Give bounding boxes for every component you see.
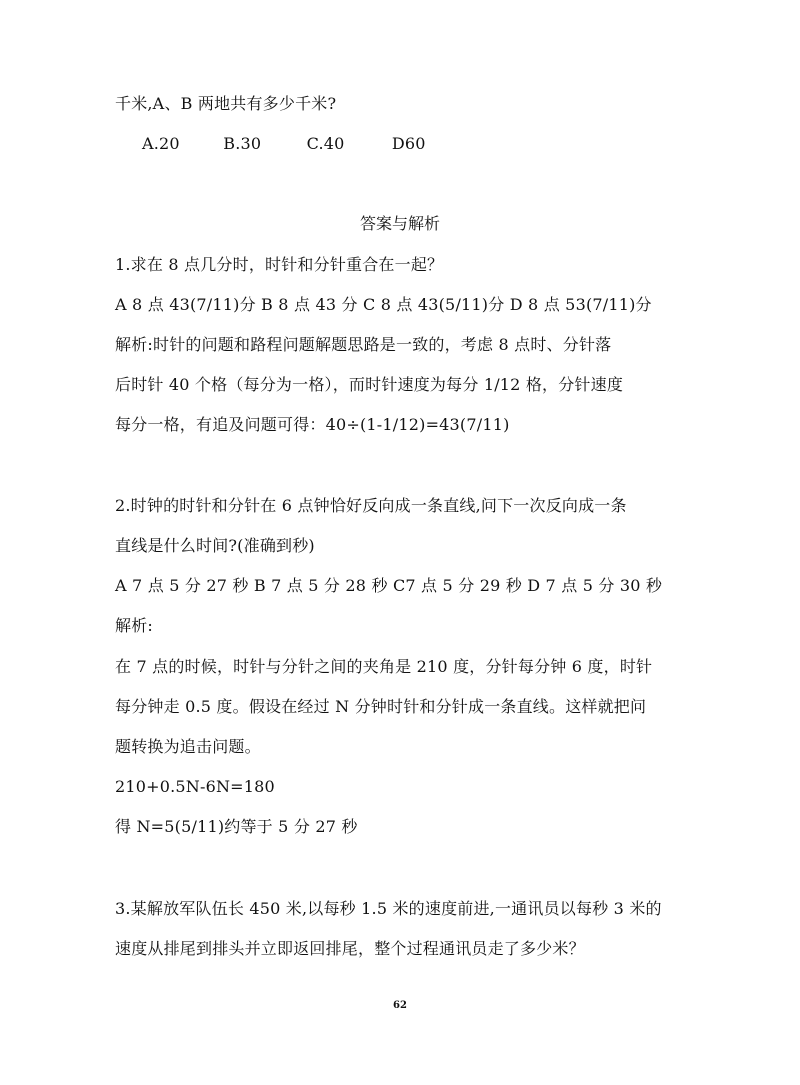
intro-question-tail: 千米,A、B 两地共有多少千米? xyxy=(115,94,337,113)
q2-question-line-1: 2.时钟的时针和分针在 6 点钟恰好反向成一条直线,问下一次反向成一条 xyxy=(115,496,627,515)
q1-analysis-line-2: 后时针 40 个格（每分为一格），而时针速度为每分 1/12 格，分针速度 xyxy=(115,375,624,394)
intro-options xyxy=(142,133,426,155)
section-title: 答案与解析 xyxy=(359,214,440,233)
option-c: C.40 xyxy=(306,134,345,153)
q2-analysis-label: 解析: xyxy=(115,616,153,635)
option-a: A.20 xyxy=(142,134,180,153)
q1-analysis-line-1: 解析:时针的问题和路程问题解题思路是一致的，考虑 8 点时、分针落 xyxy=(115,335,612,354)
q2-options: A 7 点 5 分 27 秒 B 7 点 5 分 28 秒 C7 点 5 分 29 秒 D 7 点 5 分 30 秒 xyxy=(115,576,663,595)
option-d: D60 xyxy=(391,134,426,153)
q2-analysis-line-3: 题转换为追击问题。 xyxy=(115,737,261,756)
q3-question-line-1: 3.某解放军队伍长 450 米,以每秒 1.5 米的速度前进,一通讯员以每秒 3 米的 xyxy=(115,899,662,918)
q1-question: 1.求在 8 点几分时，时针和分针重合在一起？ xyxy=(115,255,444,274)
option-b: B.30 xyxy=(223,134,262,153)
q1-analysis-line-3: 每分一格，有追及问题可得：40÷(1-1/12)=43(7/11) xyxy=(115,415,510,434)
q1-options: A 8 点 43(7/11)分 B 8 点 43 分 C 8 点 43(5/11)分 D 8 点 53(7/11)分 xyxy=(115,295,652,314)
q2-question-line-2: 直线是什么时间?(准确到秒) xyxy=(115,536,315,555)
page-number: 62 xyxy=(393,1000,407,1011)
q3-question-line-2: 速度从排尾到排头并立即返回排尾，整个过程通讯员走了多少米？ xyxy=(115,939,585,958)
q2-result: 得 N=5(5/11)约等于 5 分 27 秒 xyxy=(115,817,358,836)
q2-equation: 210+0.5N-6N=180 xyxy=(115,777,275,796)
q2-analysis-line-1: 在 7 点的时候，时针与分针之间的夹角是 210 度，分针每分钟 6 度，时针 xyxy=(115,657,653,676)
q2-analysis-line-2: 每分钟走 0.5 度。假设在经过 N 分钟时针和分针成一条直线。这样就把问 xyxy=(115,697,647,716)
